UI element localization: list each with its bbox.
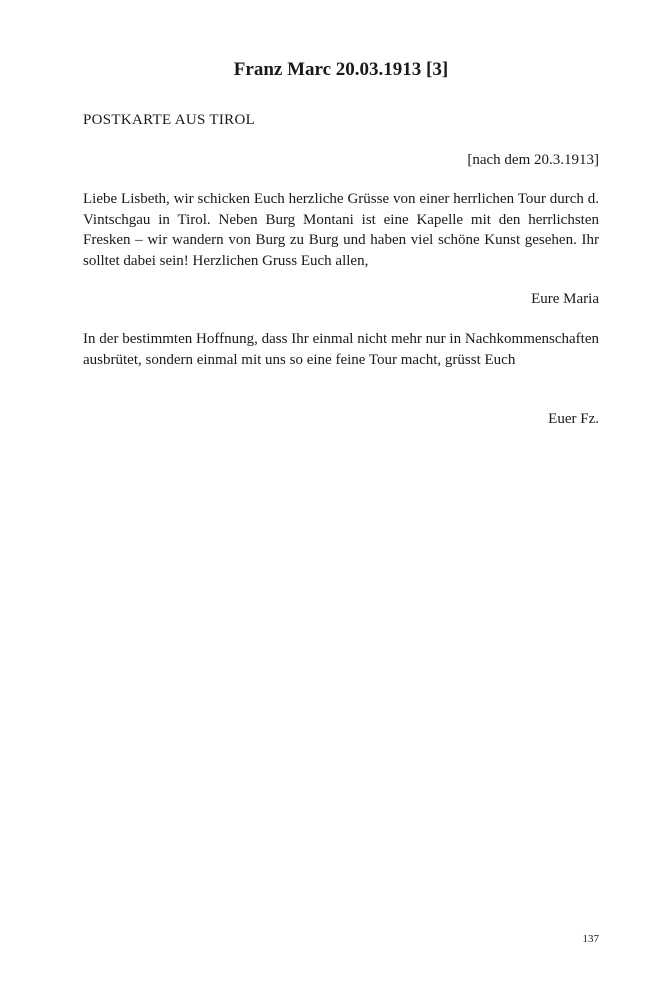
page-number: 137 [582, 933, 599, 945]
signature-franz: Euer Fz. [548, 411, 599, 427]
section-heading: POSTKARTE AUS TIROL [83, 112, 256, 128]
document-title: Franz Marc 20.03.1913 [3] [233, 59, 449, 80]
signature-maria: Eure Maria [531, 291, 599, 307]
letter-paragraph-2: In der bestimmten Hoffnung, dass Ihr einmal nicht mehr nur in Nachkommenschaften ausbrütet, sondern einmal mit uns so eine feine Tour macht, grüsst Euch [83, 331, 599, 368]
document-page [83, 0, 599, 990]
date-note: [nach dem 20.3.1913] [467, 152, 599, 168]
letter-paragraph-1: Liebe Lisbeth, wir schicken Euch herzliche Grüsse von einer herrlichen Tour durch d. Vintschgau in Tirol. Neben Burg Montani ist eine Kapelle mit den herrlichsten Fresken – wir wandern von Burg zu Burg und haben viel schöne Kunst gesehen. Ihr solltet dabei sein! Herzlichen Gruss Euch allen, [83, 191, 599, 269]
